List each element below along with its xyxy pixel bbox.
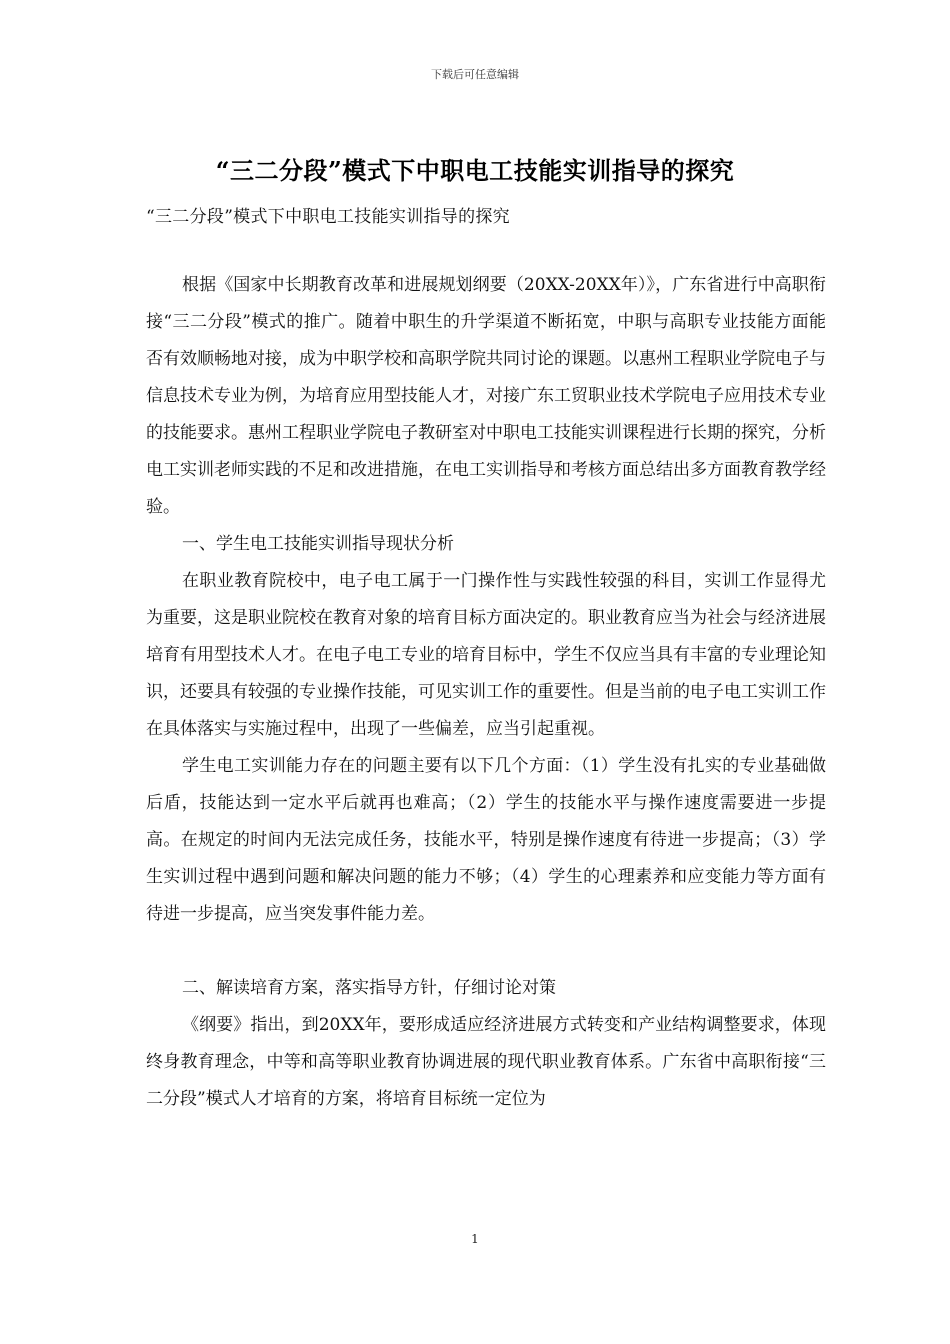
page-header-note: 下载后可任意编辑	[431, 68, 519, 81]
document-subtitle: “三二分段”模式下中职电工技能实训指导的探究	[146, 207, 510, 227]
section-heading-2: 二、解读培育方案，落实指导方针，仔细讨论对策	[182, 978, 556, 998]
paragraph-problems: 学生电工实训能力存在的问题主要有以下几个方面：（1）学生没有扎实的专业基础做后盾，技能达到一定水平后就再也难高；（2）学生的技能水平与操作速度需要进一步提高。在规定的时间内无法完成任务，技能水平，特别是操作速度有待进一步提高；（3）学生实训过程中遇到问题和解决问题的能力不够；（4）学生的心理素养和应变能力等方面有待进一步提高，应当突发事件能力差。	[146, 756, 826, 924]
page-number: 1	[471, 1232, 479, 1246]
paragraph-section-1: 在职业教育院校中，电子电工属于一门操作性与实践性较强的科目，实训工作显得尤为重要，这是职业院校在教育对象的培育目标方面决定的。职业教育应当为社会与经济进展培育有用型技术人才。在电子电工专业的培育目标中，学生不仅应当具有丰富的专业理论知识，还要具有较强的专业操作技能，可见实训工作的重要性。但是当前的电子电工实训工作在具体落实与实施过程中，出现了一些偏差，应当引起重视。	[146, 571, 826, 739]
document-body	[146, 267, 826, 1118]
paragraph-section-2: 《纲要》指出，到20XX年，要形成适应经济进展方式转变和产业结构调整要求，体现终身教育理念，中等和高等职业教育协调进展的现代职业教育体系。广东省中高职衔接“三二分段”模式人才培育的方案，将培育目标统一定位为	[146, 1015, 826, 1109]
document-title: “三二分段”模式下中职电工技能实训指导的探究	[215, 156, 735, 185]
paragraph-intro: 根据《国家中长期教育改革和进展规划纲要（20XX-20XX年）》，广东省进行中高职衔接“三二分段”模式的推广。随着中职生的升学渠道不断拓宽，中职与高职专业技能方面能否有效顺畅地对接，成为中职学校和高职学院共同讨论的课题。以惠州工程职业学院电子与信息技术专业为例，为培育应用型技能人才，对接广东工贸职业技术学院电子应用技术专业的技能要求。惠州工程职业学院电子教研室对中职电工技能实训课程进行长期的探究，分析电工实训老师实践的不足和改进措施，在电工实训指导和考核方面总结出多方面教育教学经验。	[146, 275, 826, 517]
section-heading-1: 一、学生电工技能实训指导现状分析	[182, 534, 454, 554]
paragraph-spacer	[146, 933, 826, 970]
